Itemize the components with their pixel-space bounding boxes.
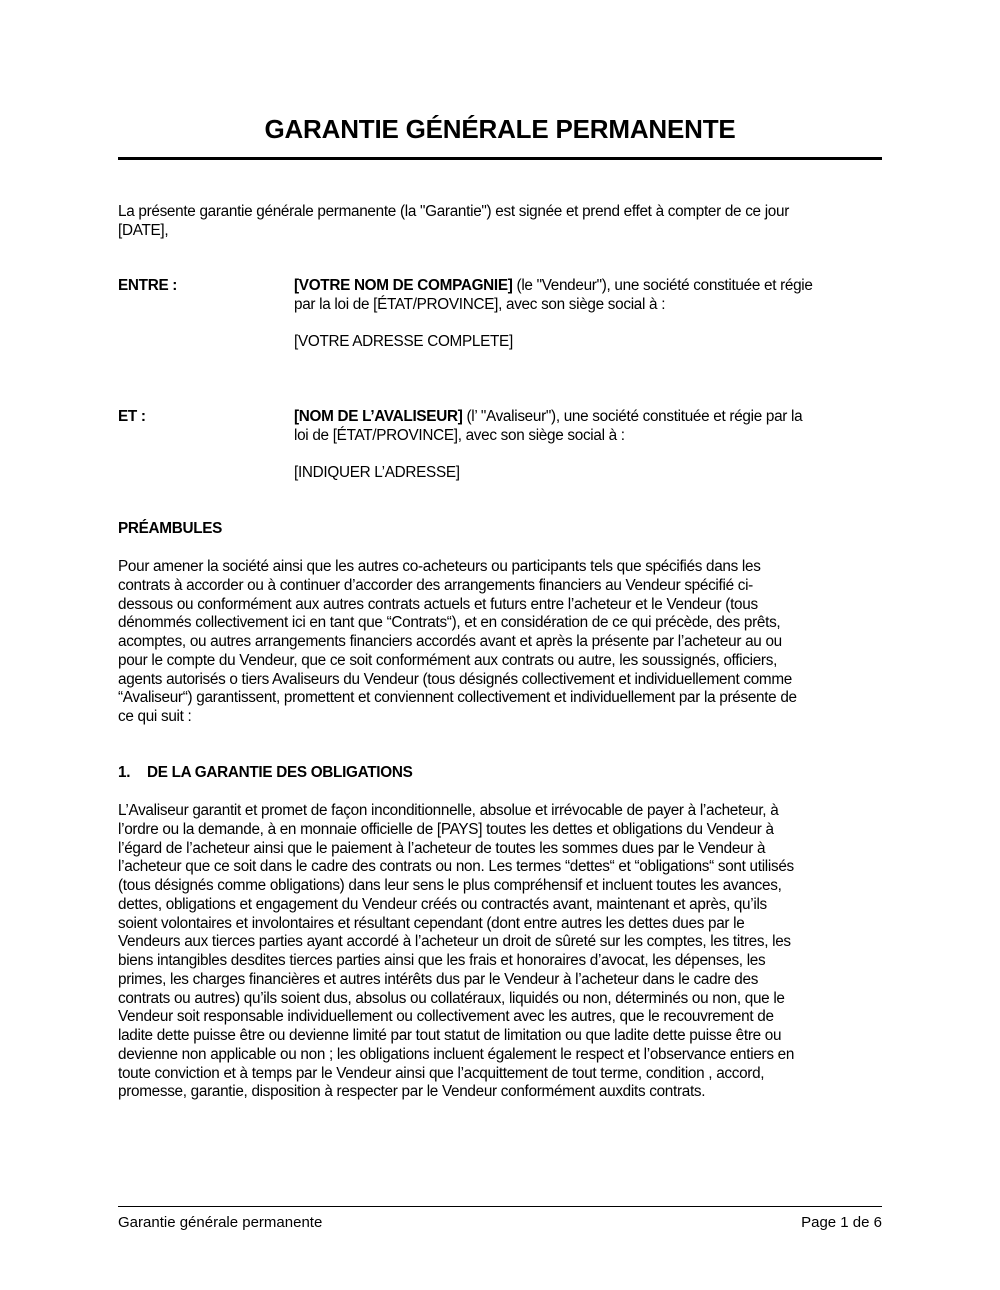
paragraph-line: dénommés collectivement ici en tant que “Contrats“), et en considération de ce qui précède, des prêts, [118, 614, 781, 632]
paragraph-line: toute conviction et à temps par le Vendeur ainsi que l’acquittement de tout terme, condition , accord, [118, 1064, 765, 1082]
party-text: (l’ "Avaliseur"), une société constituée et régie par la [462, 408, 803, 425]
intro-paragraph [118, 203, 789, 241]
party-text: loi de [ÉTAT/PROVINCE], avec son siège social à : [294, 426, 625, 444]
paragraph-line: contrats ou autres) qu’ils soient dus, absolus ou collatéraux, liquidés ou non, déterminés ou non, que le [118, 989, 785, 1007]
party-label-entre: ENTRE : [118, 277, 178, 294]
paragraph-line: acomptes, ou autres arrangements financiers accordés avant et après la présente par l’acheteur au ou [118, 633, 782, 650]
footer-rule [118, 1206, 882, 1207]
paragraph-line: ladite dette puisse être ou devienne limité par tout statut de limitation ou que ladite dette puisse être ou [118, 1027, 782, 1044]
paragraph-line: devienne non applicable ou non ; les obligations incluent également le respect et l’observance entiers en [118, 1045, 795, 1063]
title-rule [118, 157, 882, 160]
paragraph-line: pour le compte du Vendeur, que ce soit conformément aux contrats ou autre, les soussignés, officiers, [118, 651, 778, 669]
paragraph-line: agents autorisés o tiers Avaliseurs du Vendeur (tous désignés collectivement et individuellement comme [118, 670, 793, 688]
paragraph-line: L’Avaliseur garantit et promet de façon inconditionnelle, absolue et irrévocable de payer à l’acheteur, à [118, 802, 779, 819]
vendor-name: [VOTRE NOM DE COMPAGNIE] [294, 277, 513, 294]
section-title: DE LA GARANTIE DES OBLIGATIONS [147, 764, 413, 781]
section-number: 1. [118, 764, 131, 781]
paragraph-line: soient volontaires et involontaires et résultant cependant (dont entre autres les dettes dues par le [118, 914, 745, 932]
paragraph-line: l’ordre ou la demande, à en monnaie officielle de [PAYS] toutes les dettes et obligations du Vendeur à [118, 820, 774, 838]
footer-page-number: Page 1 de 6 [801, 1214, 882, 1231]
paragraph-line: dessous ou conformément aux autres contrats actuels et futurs entre l’acheteur et le Vendeur (tous [118, 595, 758, 613]
party-text: par la loi de [ÉTAT/PROVINCE], avec son siège social à : [294, 295, 666, 313]
paragraph-line: biens intangibles desdites tierces parties ainsi que les frais et honoraires d’avocat, les dépenses, les [118, 952, 766, 969]
party-avaliseur [294, 408, 802, 446]
guarantor-address: [INDIQUER L’ADRESSE] [294, 464, 460, 481]
preamble-heading: PRÉAMBULES [118, 520, 223, 537]
paragraph-line: primes, les charges financières et autres intérêts dus par le Vendeur à l’acheteur dans le cadre des [118, 970, 759, 988]
paragraph-line: Vendeurs aux tierces parties ayant accordé à l’acheteur un droit de sûreté sur les comptes, les titres, les [118, 933, 791, 951]
document-title: GARANTIE GÉNÉRALE PERMANENTE [264, 114, 736, 144]
paragraph-line: ce qui suit : [118, 708, 192, 725]
paragraph-line: l’acheteur que ce soit dans le cadre des contrats ou non. Les termes “dettes“ et “obligations“ sont utilisés [118, 858, 794, 876]
intro-line: La présente garantie générale permanente (la "Garantie") est signée et prend effet à compter de ce jour [118, 203, 790, 220]
section-1-paragraph [118, 802, 794, 1102]
paragraph-line: “Avaliseur“) garantissent, promettent et conviennent collectivement et individuellement par la présente de [118, 689, 797, 707]
paragraph-line: (tous désignés comme obligations) dans leur sens le plus compréhensif et incluent toutes les avances, [118, 877, 782, 894]
guarantor-name: [NOM DE L’AVALISEUR] [294, 408, 463, 425]
paragraph-line: dettes, obligations et engagement du Vendeur créés ou contractés avant, maintenant et après, qu’ils [118, 895, 767, 913]
preamble-paragraph [118, 558, 797, 727]
party-label-et: ET : [118, 408, 146, 425]
party-vendeur [294, 277, 813, 315]
paragraph-line: l’égard de l’acheteur ainsi que le paiement à l’acheteur de toutes les sommes dues par le Vendeur à [118, 839, 766, 857]
paragraph-line: contrats à accorder ou à continuer d’accorder des arrangements financiers au Vendeur spécifié ci- [118, 576, 753, 594]
paragraph-line: Vendeur soit responsable individuellement ou collectivement avec les autres, que le recouvrement de [118, 1008, 774, 1026]
section-1-heading [118, 764, 413, 783]
paragraph-line: Pour amener la société ainsi que les autres co-acheteurs ou participants tels que spécifiés dans les [118, 558, 761, 575]
vendor-address: [VOTRE ADRESSE COMPLETE] [294, 333, 513, 350]
party-text: (le "Vendeur"), une société constituée et régie [512, 277, 813, 294]
paragraph-line: promesse, garantie, disposition à respecter par le Vendeur conformément auxdits contrats. [118, 1083, 706, 1101]
footer-document-name: Garantie générale permanente [118, 1214, 323, 1231]
intro-line: [DATE], [118, 221, 169, 239]
